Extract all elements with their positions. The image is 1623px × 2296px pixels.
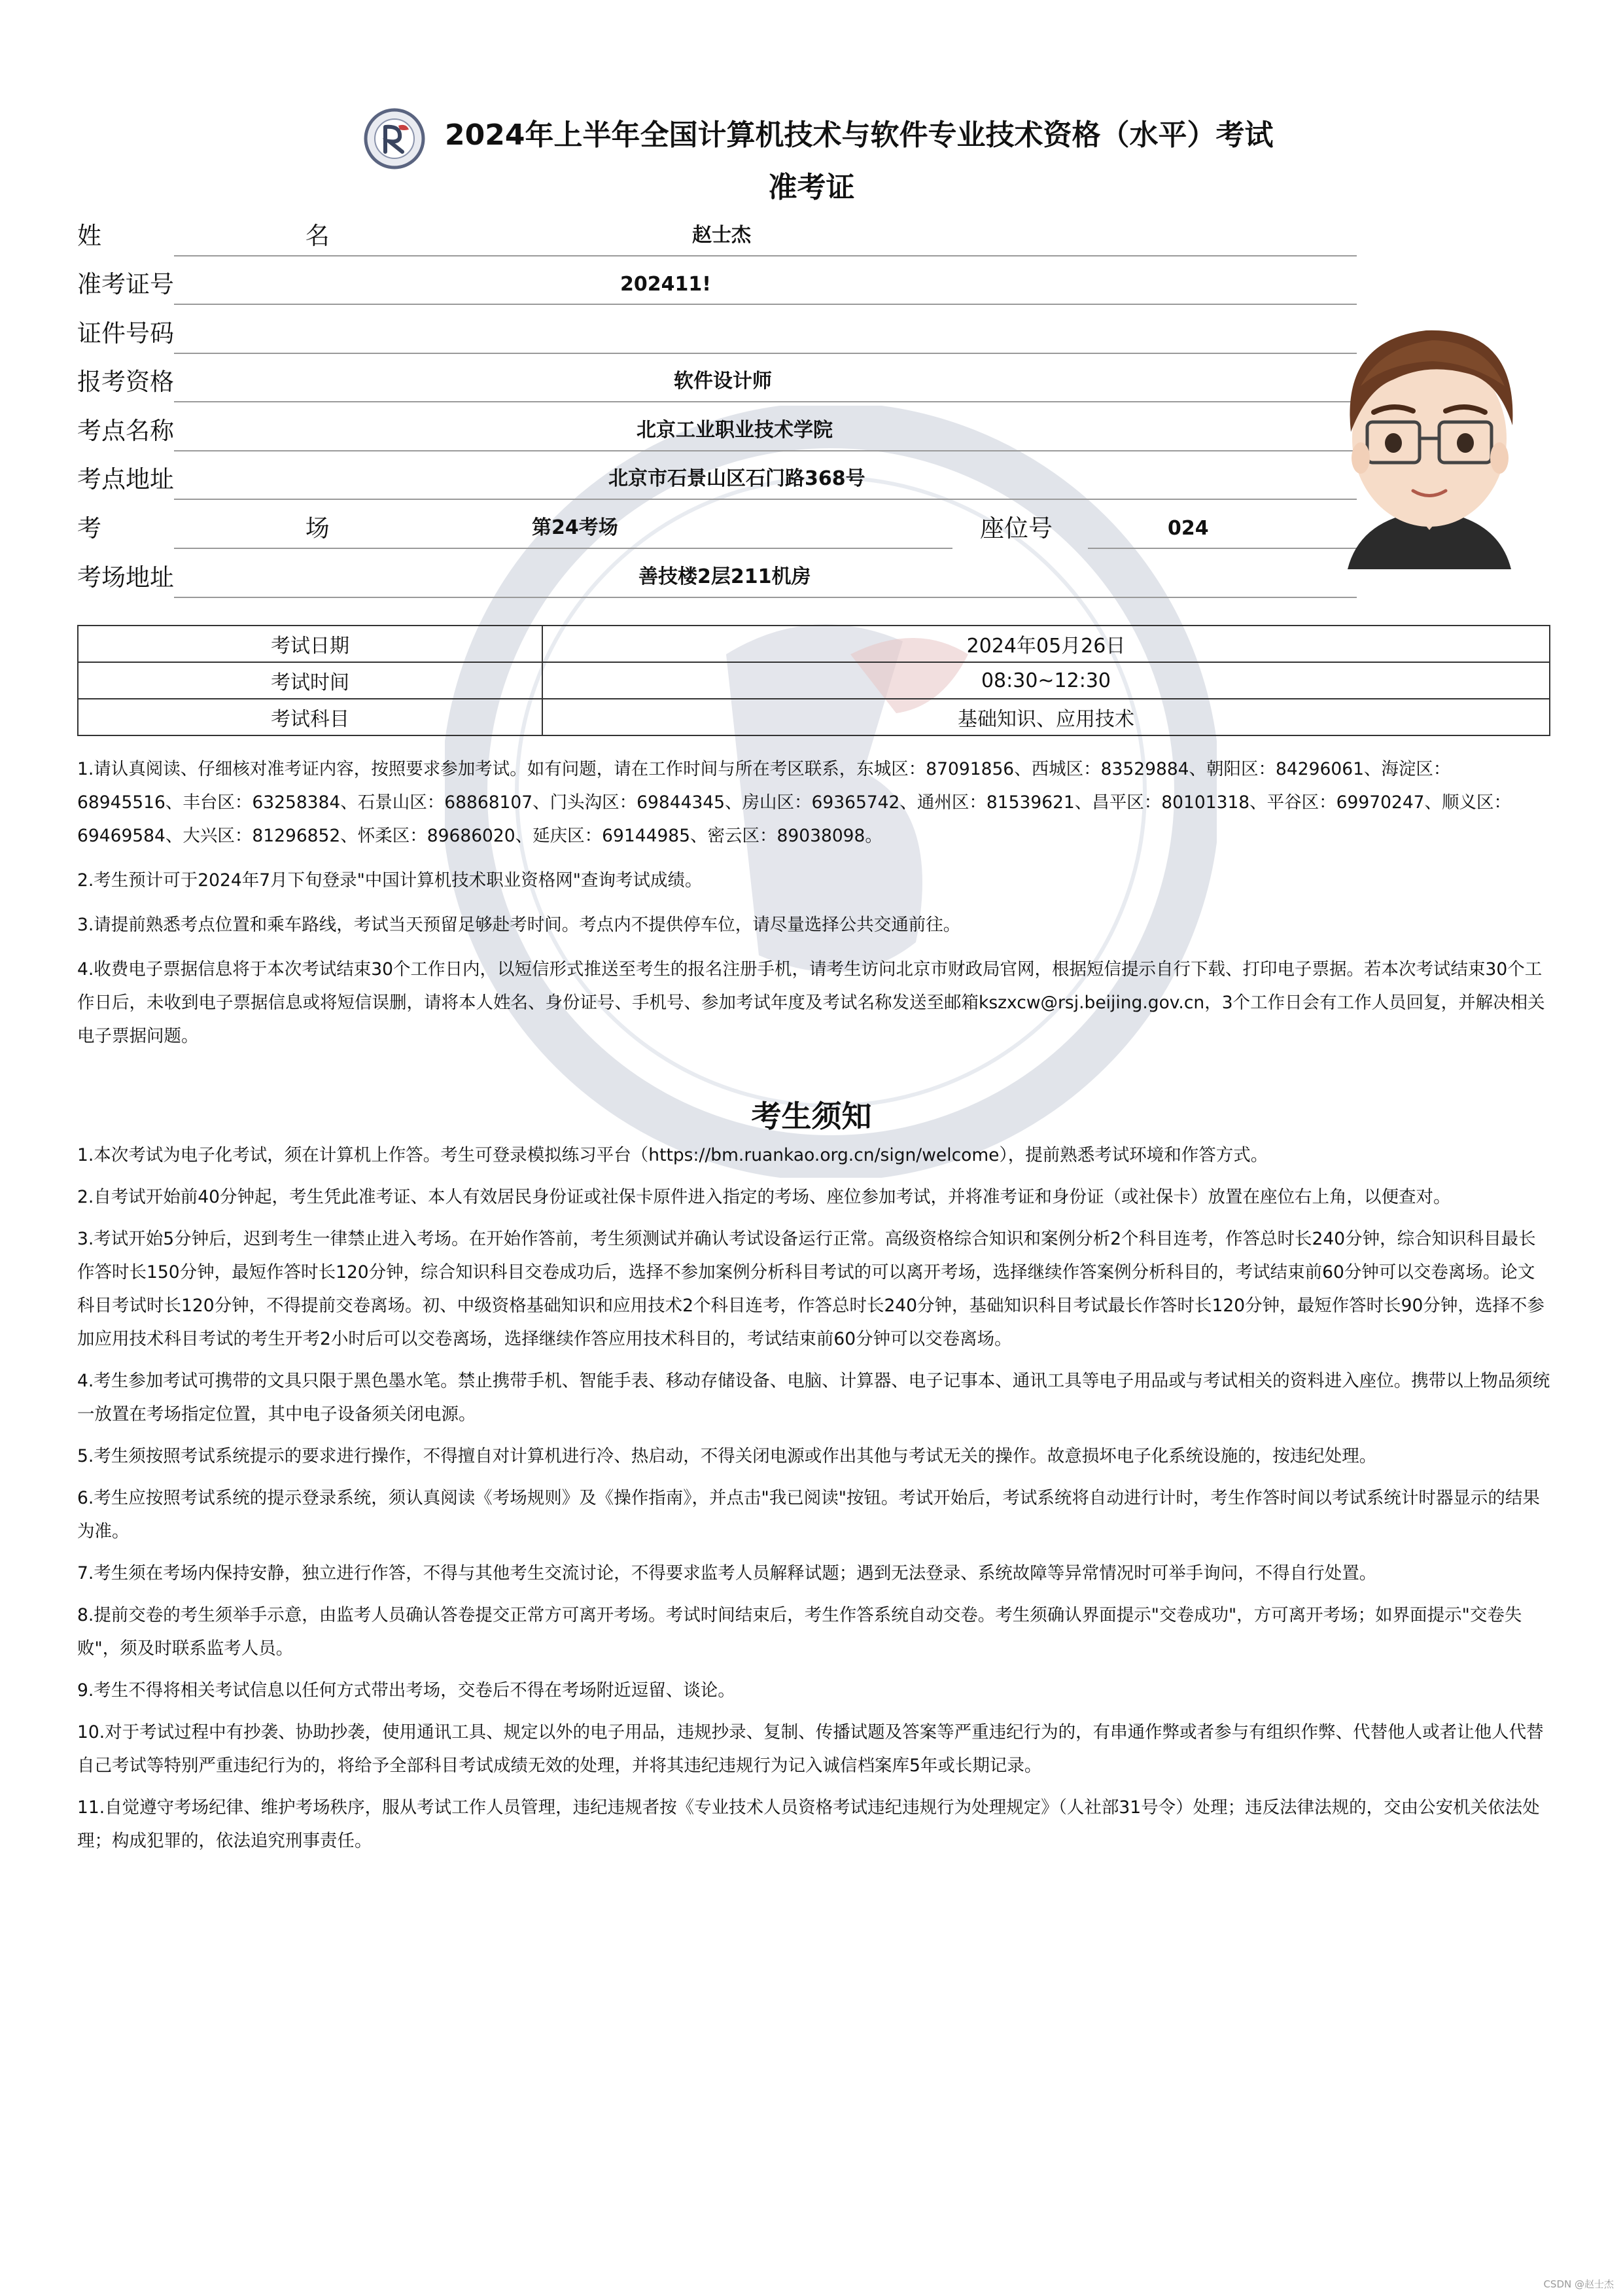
table-row [78,699,1550,735]
seat-value: 024 [1168,517,1209,540]
exam-subject-value: 基础知识、应用技术 [542,699,1550,735]
instruction-item: 8.提前交卷的考生须举手示意，由监考人员确认答卷提交正常方可离开考场。考试时间结束后，考生作答系统自动交卷。考生须确认界面提示"交卷成功"，方可离开考场；如界面提示"交卷失败"，须及时联系监考人员。 [77,1605,1522,1659]
candidate-photo [1321,301,1537,569]
note-item: 2.考生预计可于2024年7月下旬登录"中国计算机技术职业资格网"查询考试成绩。 [77,870,703,891]
footer-watermark-text: CSDN @赵士杰 [1543,2278,1614,2290]
table-row [78,626,1550,662]
exam-date-value: 2024年05月26日 [542,626,1550,662]
room-value: 第24考场 [532,516,618,539]
instruction-item: 9.考生不得将相关考试信息以任何方式带出考场，交卷后不得在考场附近逗留、谈论。 [77,1680,735,1701]
site-address-label: 考点地址 [77,465,174,493]
instruction-item: 5.考生须按照考试系统提示的要求进行操作，不得擅自对计算机进行冷、热启动，不得关闭电源或作出其他与考试无关的操作。故意损坏电子化系统设施的，按违纪处理。 [77,1446,1377,1466]
exam-title: 2024年上半年全国计算机技术与软件专业技术资格（水平）考试 [445,118,1274,152]
instruction-item: 3.考试开始5分钟后，迟到考生一律禁止进入考场。在开始作答前，考生须测试并确认考试设备运行正常。高级资格综合知识和案例分析2个科目连考，作答总时长240分钟，综合知识科目最长作答时长150分钟，最短作答时长120分钟，综合知识科目交卷成功后，选择不参加案例分析科目考试的可以离开考场，选择继续作答案例分析科目的，考试结束前60分钟可以交卷离场。论文科目考试时长120分钟，不得提前交卷离场。初、中级资格基础知识和应用技术2个科目连考，作答总时长240分钟，基础知识科目考试最长作答时长120分钟，最短作答时长90分钟，选择不参加应用技术科目考试的考生开考2小时后可以交卷离场，选择继续作答应用技术科目的，考试结束前60分钟可以交卷离场。 [77,1229,1544,1349]
instruction-item: 10.对于考试过程中有抄袭、协助抄袭，使用通讯工具、规定以外的电子用品，违规抄录、复制、传播试题及答案等严重违纪行为的，有串通作弊或者参与有组织作弊、代替他人或者让他人代替自己考试等特别严重违纪行为的，将给予全部科目考试成绩无效的处理，并将其违纪违规行为记入诚信档案库5年或长期记录。 [77,1722,1544,1776]
exam-time-value: 08:30~12:30 [542,662,1550,699]
qualification-label: 报考资格 [77,368,174,396]
instruction-item: 2.自考试开始前40分钟起，考生凭此准考证、本人有效居民身份证或社保卡原件进入指定的考场、座位参加考试，并将准考证和身份证（或社保卡）放置在座位右上角，以便查对。 [77,1187,1451,1207]
room-address-value: 善技楼2层211机房 [638,565,811,588]
notes-section [77,752,1550,1064]
seat-label: 座位号 [980,514,1053,542]
instructions-title: 考生须知 [751,1099,872,1134]
candidate-name: 赵士杰 [692,224,751,247]
ticket-label: 准考证号 [77,270,174,298]
note-item: 1.请认真阅读、仔细核对准考证内容，按照要求参加考试。如有问题，请在工作时间与所在考区联系，东城区：87091856、西城区：83529884、朝阳区：84296061、海淀区：68945516、丰台区：63258384、石景山区：68868107、门头沟区：69844345、房山区：69365742、通州区：81539621、昌平区：80101318、平谷区：69970247、顺义区：69469584、大兴区：81296852、怀柔区：89686020、延庆区：69144985、密云区：89038098。 [77,759,1512,846]
table-row [78,662,1550,699]
exam-authority-logo [363,107,426,170]
exam-schedule-table [77,625,1550,736]
instruction-item: 6.考生应按照考试系统的提示登录系统，须认真阅读《考场规则》及《操作指南》，并点击"我已阅读"按钮。考试开始后，考试系统将自动进行计时，考生作答时间以考试系统计时器显示的结果为准。 [77,1488,1540,1542]
name-label: 姓 名 [77,222,428,250]
site-address-value: 北京市石景山区石门路368号 [608,467,865,490]
site-name-label: 考点名称 [77,417,174,445]
instruction-item: 4.考生参加考试可携带的文具只限于黑色墨水笔。禁止携带手机、智能手表、移动存储设备、电脑、计算器、电子记事本、通讯工具等电子用品或与考试相关的资料进入座位。携带以上物品须统一放置在考场指定位置，其中电子设备须关闭电源。 [77,1371,1550,1424]
instruction-item: 1.本次考试为电子化考试，须在计算机上作答。考生可登录模拟练习平台（https://bm.ruankao.org.cn/sign/welcome），提前熟悉考试环境和作答方式。 [77,1145,1268,1165]
exam-date-label: 考试日期 [78,626,542,662]
ticket-number: 202411! [620,273,711,296]
note-item: 4.收费电子票据信息将于本次考试结束30个工作日内，以短信形式推送至考生的报名注册手机，请考生访问北京市财政局官网，根据短信提示自行下载、打印电子票据。若本次考试结束30个工作日后，未收到电子票据信息或将短信误删，请将本人姓名、身份证号、手机号、参加考试年度及考试名称发送至邮箱kszxcw@rsj.beijing.gov.cn，3个工作日会有工作人员回复，并解决相关电子票据问题。 [77,959,1545,1046]
qualification-value: 软件设计师 [674,370,772,393]
room-label: 考 场 [77,514,428,542]
instruction-item: 7.考生须在考场内保持安静，独立进行作答，不得与其他考生交流讨论，不得要求监考人员解释试题；遇到无法登录、系统故障等异常情况时可举手询问，不得自行处置。 [77,1563,1377,1583]
room-address-label: 考场地址 [77,563,174,592]
admission-ticket-title: 准考证 [768,171,855,204]
instructions-section [77,1139,1550,1866]
site-name-value: 北京工业职业技术学院 [637,419,833,442]
note-item: 3.请提前熟悉考点位置和乘车路线，考试当天预留足够赴考时间。考点内不提供停车位，请尽量选择公共交通前往。 [77,915,961,935]
instruction-item: 11.自觉遵守考场纪律、维护考场秩序，服从考试工作人员管理，违纪违规者按《专业技术人员资格考试违纪违规行为处理规定》（人社部31号令）处理；违反法律法规的，交由公安机关依法处理；构成犯罪的，依法追究刑事责任。 [77,1797,1540,1851]
exam-subject-label: 考试科目 [78,699,542,735]
exam-time-label: 考试时间 [78,662,542,699]
id-label: 证件号码 [77,319,174,347]
